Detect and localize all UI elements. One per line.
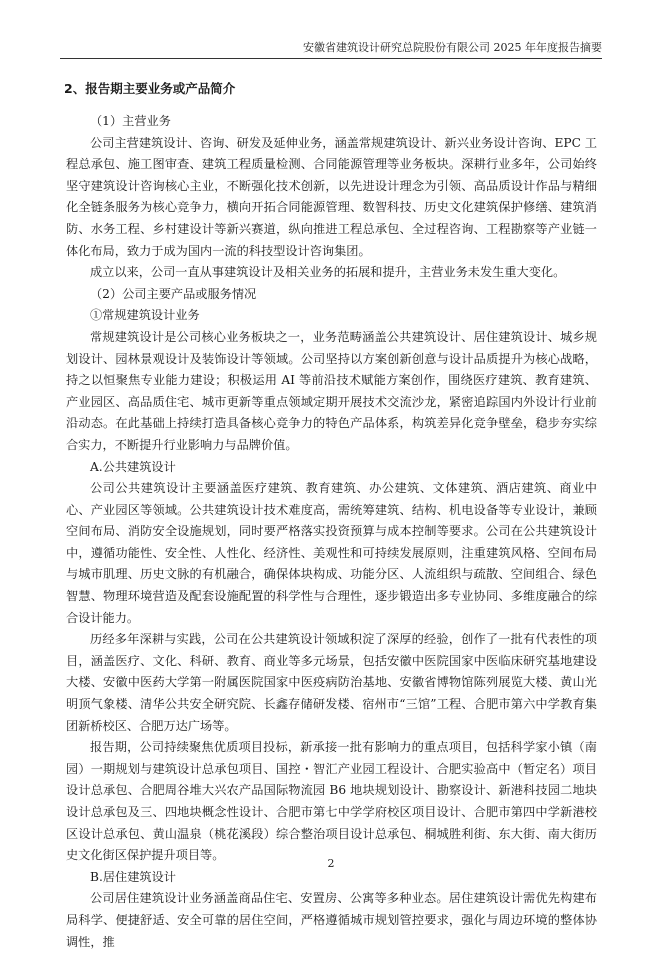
subheading-conventional-design: ①常规建筑设计业务 — [90, 308, 200, 323]
paragraph-residential-building: 公司居住建筑设计业务涵盖商品住宅、安置房、公寓等多种业态。居住建筑设计需优先构建布局科学、便捷舒适、安全可靠的居住空间，严格遵循城市规划管控要求，强化与周边环境的整体协调性，推 — [66, 891, 597, 949]
paragraph-public-building-projects: 历经多年深耕与实践，公司在公共建筑设计领域积淀了深厚的经验，创作了一批有代表性的项目，涵盖医疗、文化、科研、教育、商业等多元场景，包括安徽中医院国家中医临床研究基地建设大楼、安徽中医药大学第一附属医院国家中医疫病防治基地、安徽省博物馆陈列展览大楼、黄山光明顶气象楼、清华公共安全研究院、长鑫存储研发楼、宿州市“三馆”工程、合肥市第六中学教育集团新桥校区、合肥万达广场等。 — [66, 632, 597, 733]
page-header: 安徽省建筑设计研究总院股份有限公司 2025 年年度报告摘要 — [60, 40, 602, 59]
paragraph-reporting-period-projects: 报告期，公司持续聚焦优质项目投标，新承接一批有影响力的重点项目，包括科学家小镇（南园）一期规划与建筑设计总承包项目、国控・智汇产业园工程设计、合肥实验高中（暂定名）项目设计总承包、合肥周谷堆大兴农产品国际物流园 B6 地块规划设计、勘察设计、新港科技园二地块设计总承包及三、四地块概念性设计、合肥市第七中学学府校区项目设计、合肥市第四中学新港校区设计总承包、黄山温泉（桃花溪段）综合整治项目设计总承包、桐城胜利街、东大街、南大街历史文化街区保护提升项目等。 — [66, 740, 597, 863]
paragraph-conventional-design: 常规建筑设计是公司核心业务板块之一，业务范畴涵盖公共建筑设计、居住建筑设计、城乡规划设计、园林景观设计及装饰设计等领域。公司坚持以方案创新创意与设计品质提升为核心战略，持之以恒聚焦专业能力建设；积极运用 AI 等前沿技术赋能方案创作，围绕医疗建筑、教育建筑、产业园区、高品质住宅、城市更新等重点领域定期开展技术交流沙龙，紧密追踪国内外设计行业前沿动态。在此基础上持续打造具备核心竞争力的特色产品体系，构筑差异化竞争壁垒，稳步夯实综合实力，不断提升行业影响力与品牌价值。 — [66, 329, 597, 452]
subheading-main-business: （1）主营业务 — [90, 114, 171, 128]
paragraph-public-building: 公司公共建筑设计主要涵盖医疗建筑、教育建筑、办公建筑、文体建筑、酒店建筑、商业中心、产业园区等领域。公共建筑设计技术难度高，需统筹建筑、结构、机电设备等专业设计，兼顾空间布局、消防安全设施规划，同时要严格落实投资预算与成本控制等要求。公司在公共建筑设计中，遵循功能性、安全性、人性化、经济性、美观性和可持续发展原则，注重建筑风格、空间布局与城市肌理、历史文脉的有机融合，确保体块构成、功能分区、人流组织与疏散、空间组合、绿色智慧、物理环境营造及配套设施配置的科学性与合理性，逐步锻造出多专业协同、多维度融合的综合设计能力。 — [66, 481, 597, 625]
subheading-products-services: （2）公司主要产品或服务情况 — [90, 286, 257, 301]
subheading-residential-building: B.居住建筑设计 — [90, 869, 176, 884]
paragraph-main-business: 公司主营建筑设计、咨询、研发及延伸业务，涵盖常规建筑设计、新兴业务设计咨询、EPC 工程总承包、施工图审查、建筑工程质量检测、合同能源管理等业务板块。深耕行业多年，公司始终坚守建筑设计咨询核心主业，不断强化技术创新，以先进设计理念为引领、高品质设计作品与精细化全链条服务为核心竞争力，横向开拓合同能源管理、数智科技、历史文化建筑保护修缮、建筑消防、水务工程、乡村建设计等新兴赛道，纵向推进工程总承包、全过程咨询、工程勘察等产业链一体化布局，致力于成为国内一流的科技型设计咨询集团。 — [66, 135, 597, 258]
section-title: 2、报告期主要业务或产品简介 — [64, 81, 236, 96]
page-number: 2 — [327, 857, 335, 870]
subheading-public-building: A.公共建筑设计 — [90, 459, 176, 474]
paragraph-since-founding: 成立以来，公司一直从事建筑设计及相关业务的拓展和提升，主营业务未发生重大变化。 — [90, 265, 566, 280]
page-content — [66, 80, 597, 953]
